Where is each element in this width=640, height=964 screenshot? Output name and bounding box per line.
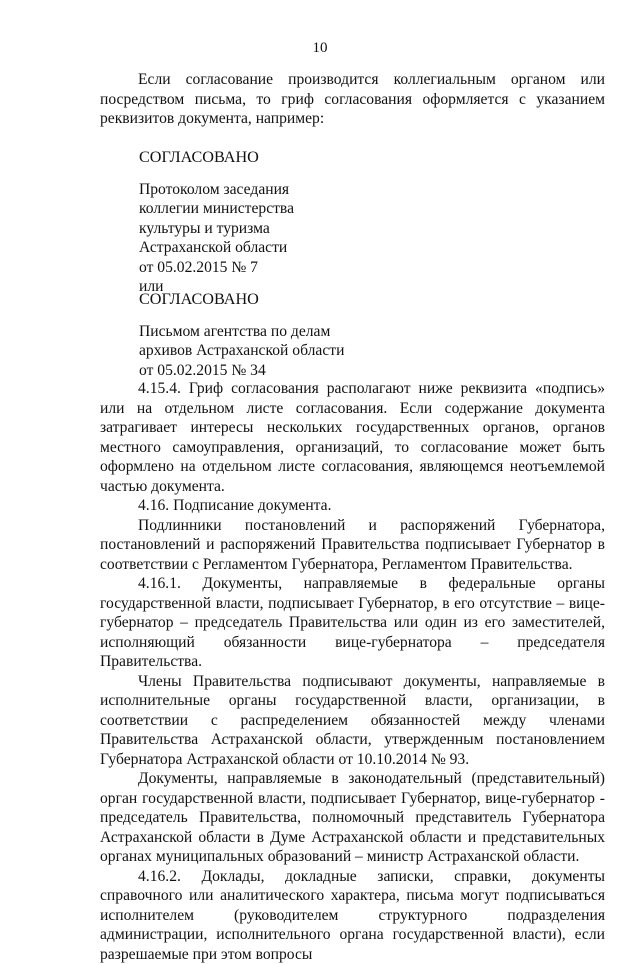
body-text <box>100 379 605 964</box>
stamp-line: от 05.02.2015 № 34 <box>139 361 344 381</box>
stamp-line: от 05.02.2015 № 7 <box>139 258 294 278</box>
stamp-line: Астраханской области <box>139 238 294 258</box>
paragraph-4-15-4: 4.15.4. Гриф согласования располагают ниже реквизита «подпись» или на отдельном листе согласования. Если содержание документа затрагивает интересы нескольких государственных органов, органов местного самоуправления, организаций, то согласование может быть оформлено на отдельном листе согласования, являющемся неотъемлемой частью документа. <box>100 379 605 496</box>
paragraph-4-16-2: 4.16.2. Доклады, докладные записки, справки, документы справочного или аналитического характера, письма могут подписываться исполнителем (руководителем структурного подразделения администрации, исполнительного органа государственной власти), если разрешаемые при этом вопросы <box>100 867 605 964</box>
stamp-heading: СОГЛАСОВАНО <box>139 290 344 310</box>
paragraph-4-16: 4.16. Подписание документа. <box>100 496 605 516</box>
stamp-line: Протоколом заседания <box>139 180 294 200</box>
stamp-line: или <box>139 277 294 297</box>
paragraph-4-16-1: 4.16.1. Документы, направляемые в федеральные органы государственной власти, подписывает Губернатор, в его отсутствие – вице-губернатор – председатель Правительства или один из его заместителей, исполняющий обязанности вице-губернатора – председателя Правительства. <box>100 574 605 672</box>
stamp-line: коллегии министерства <box>139 199 294 219</box>
paragraph-originals: Подлинники постановлений и распоряжений Губернатора, постановлений и распоряжений Правительства подписывает Губернатор в соответствии с Регламентом Губернатора, Регламентом Правительства. <box>100 516 605 575</box>
page-number: 10 <box>0 40 640 57</box>
approval-stamp-letter <box>139 290 344 380</box>
stamp-line: Письмом агентства по делам <box>139 322 344 342</box>
stamp-line: культуры и туризма <box>139 219 294 239</box>
stamp-line: архивов Астраханской области <box>139 341 344 361</box>
paragraph: Если согласование производится коллегиальным органом или посредством письма, то гриф согласования оформляется с указанием реквизитов документа, например: <box>100 70 605 129</box>
intro-paragraph <box>100 70 605 129</box>
stamp-heading: СОГЛАСОВАНО <box>139 148 294 168</box>
paragraph-government-members: Члены Правительства подписывают документы, направляемые в исполнительные органы государственной власти, организации, в соответствии с распределением обязанностей между членами Правительства Астраханской области, утвержденным постановлением Губернатора Астраханской области от 10.10.2014 № 93. <box>100 672 605 770</box>
approval-stamp-protocol <box>139 148 294 297</box>
paragraph-legislative: Документы, направляемые в законодательный (представительный) орган государственной власти, подписывает Губернатор, вице-губернатор - председатель Правительства, полномочный представитель Губернатора Астраханской области в Думе Астраханской области и представительных органах муниципальных образований – министр Астраханской области. <box>100 769 605 867</box>
